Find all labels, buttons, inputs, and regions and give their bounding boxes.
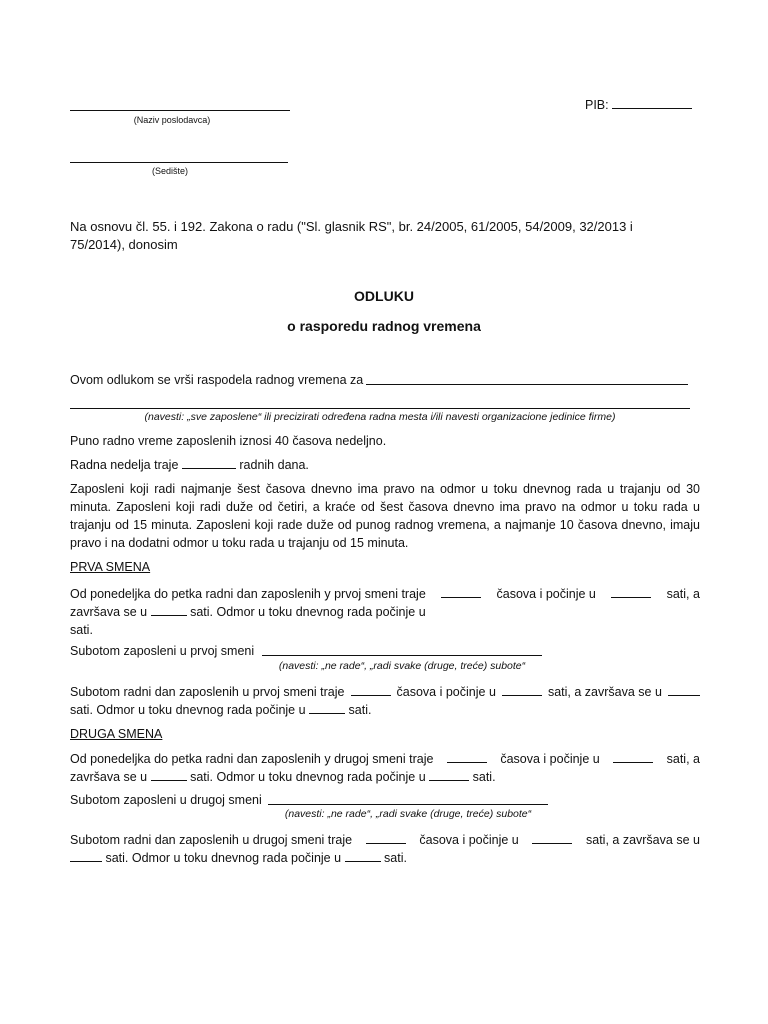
second-shift-hours-blank[interactable]	[447, 750, 487, 763]
second-shift-sat-e: sati.	[384, 851, 407, 865]
second-shift-break-blank[interactable]	[429, 768, 469, 781]
workweek-days-blank[interactable]	[182, 456, 236, 469]
intro-blank-1[interactable]	[366, 384, 688, 385]
first-shift-sat-d: sati. Odmor u toku dnevnog rada počinje u	[70, 703, 306, 717]
second-shift-weekday-e: sati. Odmor u toku dnevnog rada počinje u	[190, 770, 426, 784]
second-shift-sat-start-blank[interactable]	[532, 831, 572, 844]
second-shift-weekday-d: završava se u	[70, 770, 148, 784]
second-shift-start-blank[interactable]	[613, 750, 653, 763]
intro-text: Ovom odlukom se vrši raspodela radnog vremena za	[70, 373, 364, 387]
second-shift-sat-end-blank[interactable]	[70, 849, 102, 862]
second-shift-sat-break-blank[interactable]	[345, 849, 381, 862]
second-shift-saturday	[70, 831, 700, 867]
second-shift-weekday-a: Od ponedeljka do petka radni dan zaposlenih y drugoj smeni traje	[70, 752, 434, 766]
first-shift-end-blank[interactable]	[151, 603, 187, 616]
second-shift-saturday-note: (navesti: „ne rade“, „radi svake (druge, treće) subote“	[284, 808, 532, 820]
first-shift-weekday	[70, 585, 700, 639]
second-shift-weekday-b: časova i počinje u	[500, 752, 600, 766]
workweek-text	[70, 456, 690, 474]
first-shift-weekday-b: časova i počinje u	[496, 587, 596, 601]
first-shift-sat-hours-blank[interactable]	[351, 683, 391, 696]
first-shift-sat-a: Subotom radni dan zaposlenih u prvoj smeni traje	[70, 685, 345, 699]
pib-label: PIB:	[585, 98, 609, 112]
first-shift-saturday-note: (navesti: „ne rade“, „radi svake (druge, treće) subote“	[278, 660, 526, 672]
first-shift-weekday-d: završava se u	[70, 605, 148, 619]
second-shift-weekday-c: sati, a	[666, 752, 700, 766]
second-shift-end-blank[interactable]	[151, 768, 187, 781]
seat-caption: (Sedište)	[151, 166, 188, 176]
first-shift-saturday-blank[interactable]	[262, 655, 542, 656]
second-shift-sat-b: časova i počinje u	[419, 833, 519, 847]
first-shift-sat-e: sati.	[348, 703, 372, 717]
pib-blank[interactable]	[612, 96, 692, 109]
first-shift-sat-c: sati, a završava se u	[547, 685, 662, 699]
second-shift-sat-c: sati, a završava se u	[586, 833, 700, 847]
first-shift-hours-blank[interactable]	[441, 585, 481, 598]
intro-note: (navesti: „sve zaposlene“ ili precizirati određena radna mesta i/ili navesti organizacione jedinice firme)	[144, 411, 616, 423]
first-shift-weekday-a: Od ponedeljka do petka radni dan zaposlenih y prvoj smeni traje	[70, 587, 426, 601]
first-shift-weekday-f: sati.	[70, 623, 93, 637]
first-shift-heading: PRVA SMENA	[70, 560, 151, 574]
fulltime-text: Puno radno vreme zaposlenih iznosi 40 časova nedeljno.	[70, 434, 387, 448]
second-shift-heading: DRUGA SMENA	[70, 727, 163, 741]
second-shift-saturday-label: Subotom zaposleni u drugoj smeni	[70, 793, 262, 807]
second-shift-sat-hours-blank[interactable]	[366, 831, 406, 844]
second-shift-sat-d: sati. Odmor u toku dnevnog rada počinje u	[105, 851, 342, 865]
preamble: Na osnovu čl. 55. i 192. Zakona o radu ("Sl. glasnik RS", br. 24/2005, 61/2005, 54/2009, 32/2013 i 75/2014), donosim	[70, 219, 633, 252]
first-shift-sat-end-blank[interactable]	[668, 683, 700, 696]
second-shift-weekday	[70, 750, 700, 786]
first-shift-start-blank[interactable]	[611, 585, 651, 598]
first-shift-saturday-label: Subotom zaposleni u prvoj smeni	[70, 644, 255, 658]
first-shift-weekday-e: sati. Odmor u toku dnevnog rada počinje u	[190, 605, 426, 619]
second-shift-saturday-blank[interactable]	[268, 804, 548, 805]
first-shift-sat-break-blank[interactable]	[309, 701, 345, 714]
first-shift-sat-b: časova i počinje u	[396, 685, 496, 699]
workweek-after: radnih dana.	[239, 458, 309, 472]
pib-field	[585, 96, 700, 114]
employer-name-line[interactable]	[70, 110, 290, 111]
seat-line[interactable]	[70, 162, 288, 163]
second-shift-sat-a: Subotom radni dan zaposlenih u drugoj smeni traje	[70, 833, 353, 847]
intro-blank-2[interactable]	[70, 408, 690, 409]
second-shift-weekday-f: sati.	[472, 770, 496, 784]
employer-caption: (Naziv poslodavca)	[133, 115, 211, 125]
document-title: ODLUKU	[354, 288, 414, 304]
first-shift-weekday-c: sati, a	[666, 587, 700, 601]
first-shift-sat-start-blank[interactable]	[502, 683, 542, 696]
workweek-before: Radna nedelja traje	[70, 458, 179, 472]
breaks-paragraph: Zaposleni koji radi najmanje šest časova dnevno ima pravo na odmor u toku dnevnog rada u trajanju od 30 minuta. Zaposleni koji radi duže od četiri, a kraće od šest časova dnevno ima pravo na odmor u toku rada u trajanju od 15 minuta. Zaposleni koji rade duže od punog radnog vremena, a najmanje 10 časova dnevno, imaju pravo i na dodatni odmor u toku rada u trajanju od 15 minuta.	[70, 482, 700, 550]
first-shift-saturday	[70, 683, 700, 719]
document-subtitle: o rasporedu radnog vremena	[287, 318, 481, 334]
